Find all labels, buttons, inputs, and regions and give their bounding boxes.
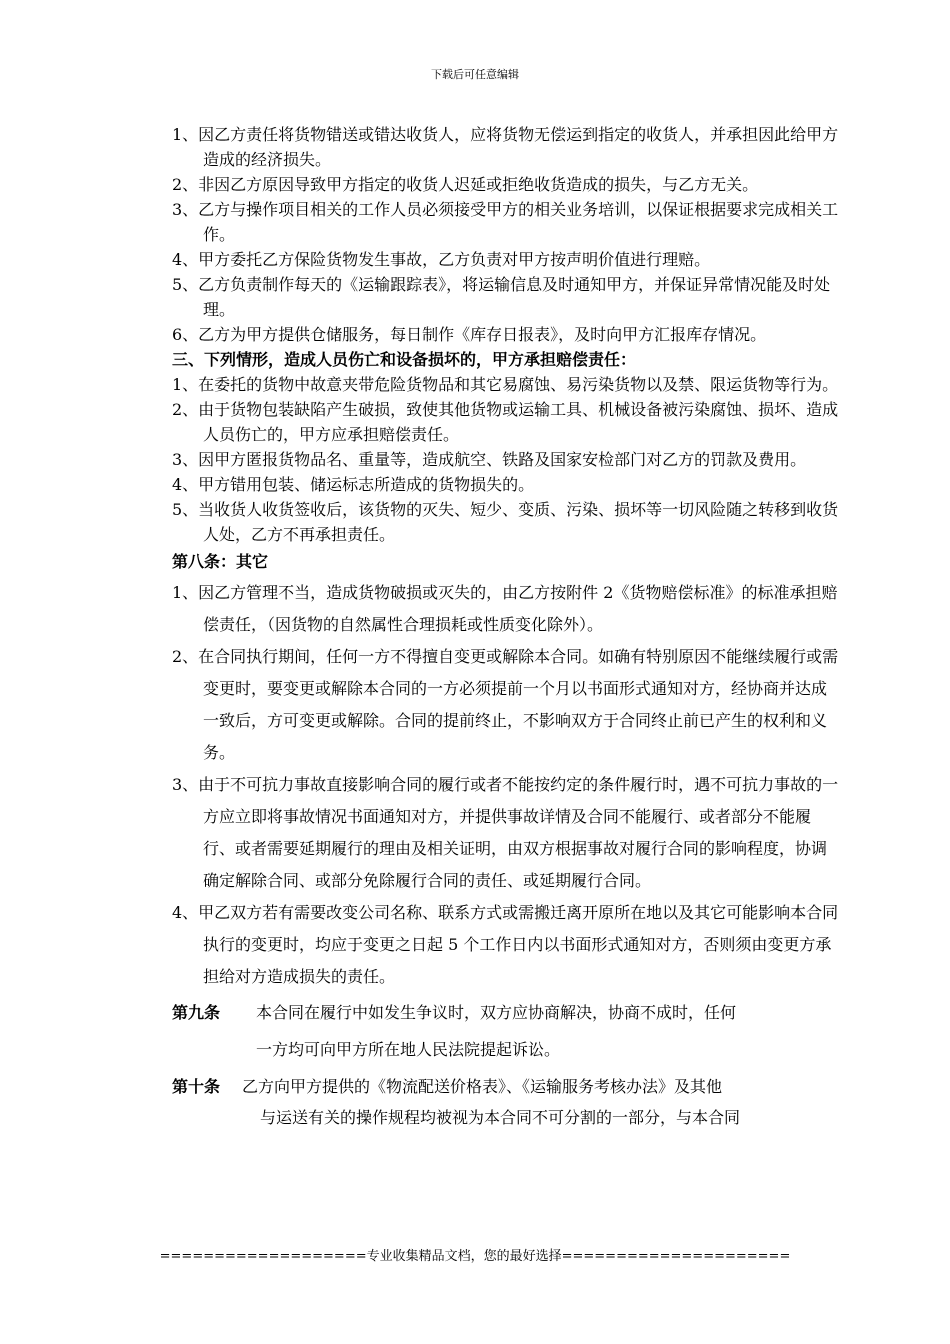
list-item: 4、甲乙双方若有需要改变公司名称、联系方式或需搬迁离开原所在地以及其它可能影响本合同执行的变更时，均应于变更之日起 5 个工作日内以书面形式通知对方，否则须由变更方承担给对方造成损失的责任。: [172, 903, 839, 986]
article-ten-continued: [172, 1104, 842, 1132]
article-text: 乙方向甲方提供的《物流配送价格表》、《运输服务考核办法》及其他: [242, 1077, 723, 1096]
article-nine-continued: [172, 1032, 842, 1067]
list-item: 4、甲方错用包装、储运标志所造成的货物损失的。: [172, 475, 535, 494]
document-body: [172, 122, 842, 1132]
list-item: 1、在委托的货物中故意夹带危险货物品和其它易腐蚀、易污染货物以及禁、限运货物等行为。: [172, 375, 839, 394]
list-item: 2、非因乙方原因导致甲方指定的收货人迟延或拒绝收货造成的损失，与乙方无关。: [172, 175, 759, 194]
list-item: 5、乙方负责制作每天的《运输跟踪表》，将运输信息及时通知甲方，并保证异常情况能及时处理。: [172, 275, 831, 319]
list-item: 1、因乙方管理不当，造成货物破损或灭失的，由乙方按附件 2《货物赔偿标准》的标准承担赔偿责任，（因货物的自然属性合理损耗或性质变化除外）。: [172, 583, 838, 634]
list-item: 5、当收货人收货签收后，该货物的灭失、短少、变质、污染、损坏等一切风险随之转移到收货人处，乙方不再承担责任。: [172, 500, 839, 544]
list-item: 2、在合同执行期间，任何一方不得擅自变更或解除本合同。如确有特别原因不能继续履行或需变更时，要变更或解除本合同的一方必须提前一个月以书面形式通知对方，经协商并达成一致后，方可变更或解除。合同的提前终止，不影响双方于合同终止前已产生的权利和义务。: [172, 647, 839, 762]
article-text: 本合同在履行中如发生争议时，双方应协商解决，协商不成时，任何: [256, 1003, 737, 1022]
article-label: 第九条: [172, 1003, 221, 1022]
page-footer: ===================专业收集精品文档，您的最好选择=====================: [159, 1249, 791, 1264]
list-item: 2、由于货物包装缺陷产生破损，致使其他货物或运输工具、机械设备被污染腐蚀、损坏、造成人员伤亡的，甲方应承担赔偿责任。: [172, 400, 839, 444]
article-text: 一方均可向甲方所在地人民法院提起诉讼。: [256, 1040, 561, 1059]
list-item: 3、由于不可抗力事故直接影响合同的履行或者不能按约定的条件履行时，遇不可抗力事故的一方应立即将事故情况书面通知对方，并提供事故详情及合同不能履行、或者部分不能履行、或者需要延期履行的理由及相关证明，由双方根据事故对履行合同的影响程度，协调确定解除合同、或部分免除履行合同的责任、或延期履行合同。: [172, 775, 839, 890]
article-text: 与运送有关的操作规程均被视为本合同不可分割的一部分，与本合同: [260, 1108, 741, 1127]
article-ten: [172, 1069, 842, 1104]
list-item: 6、乙方为甲方提供仓储服务，每日制作《库存日报表》，及时向甲方汇报库存情况。: [172, 325, 767, 344]
list-item: 3、因甲方匿报货物品名、重量等，造成航空、铁路及国家安检部门对乙方的罚款及费用。: [172, 450, 807, 469]
article-nine: [172, 995, 842, 1030]
page-header: 下载后可任意编辑: [431, 68, 519, 81]
article-heading: 第八条：其它: [172, 552, 269, 571]
list-item: 4、甲方委托乙方保险货物发生事故，乙方负责对甲方按声明价值进行理赔。: [172, 250, 711, 269]
list-item: 3、乙方与操作项目相关的工作人员必须接受甲方的相关业务培训，以保证根据要求完成相关工作。: [172, 200, 839, 244]
article-label: 第十条: [172, 1077, 221, 1096]
list-item: 1、因乙方责任将货物错送或错达收货人，应将货物无偿运到指定的收货人，并承担因此给甲方造成的经济损失。: [172, 125, 839, 169]
section-heading: 三、下列情形，造成人员伤亡和设备损坏的，甲方承担赔偿责任：: [172, 350, 637, 369]
